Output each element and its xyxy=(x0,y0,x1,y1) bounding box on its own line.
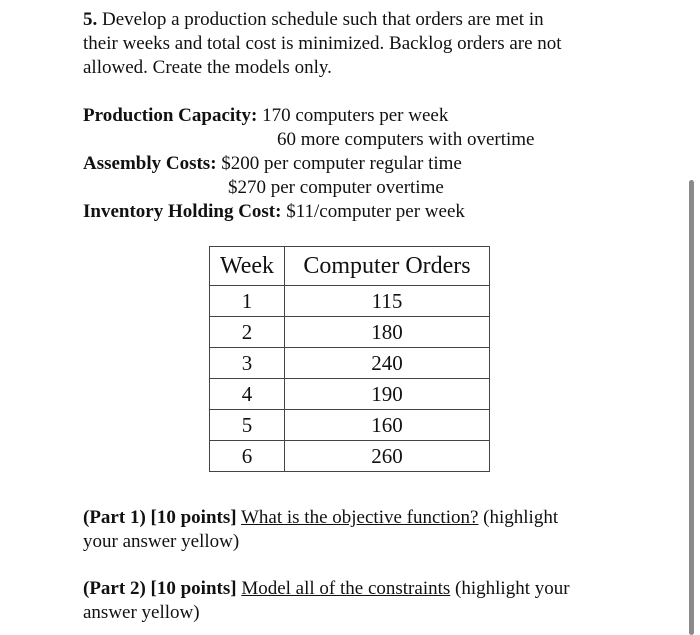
problem-text-1: Develop a production schedule such that orders are met in xyxy=(102,9,544,30)
week-cell: 1 xyxy=(210,286,285,317)
vertical-scrollbar[interactable] xyxy=(689,180,694,635)
table-row xyxy=(210,441,490,472)
problem-line-1 xyxy=(83,8,544,32)
assembly-line xyxy=(83,152,462,176)
header-orders: Computer Orders xyxy=(285,247,490,286)
week-cell: 2 xyxy=(210,317,285,348)
part2-line-2: answer yellow) xyxy=(83,602,200,623)
table-row xyxy=(210,348,490,379)
capacity-label: Production Capacity: xyxy=(83,105,258,126)
part1-question: What is the objective function? xyxy=(240,507,479,528)
problem-line-3: allowed. Create the models only. xyxy=(83,57,332,78)
week-cell: 4 xyxy=(210,379,285,410)
week-cell: 5 xyxy=(210,410,285,441)
table-row xyxy=(210,317,490,348)
orders-cell: 160 xyxy=(285,410,490,441)
part2-question: Model all of the constraints xyxy=(241,578,451,599)
part2-line-1 xyxy=(83,577,570,601)
week-cell: 6 xyxy=(210,441,285,472)
holding-value: $11/computer per week xyxy=(286,201,465,222)
capacity-overtime: 60 more computers with overtime xyxy=(277,129,535,150)
orders-cell: 260 xyxy=(285,441,490,472)
orders-cell: 115 xyxy=(285,286,490,317)
orders-cell: 180 xyxy=(285,317,490,348)
part1-label: (Part 1) [10 points] xyxy=(83,507,237,528)
orders-cell: 240 xyxy=(285,348,490,379)
problem-number: 5. xyxy=(83,9,98,30)
holding-line xyxy=(83,200,465,224)
table-row xyxy=(210,379,490,410)
capacity-line xyxy=(83,104,448,128)
part2-label: (Part 2) [10 points] xyxy=(83,578,237,599)
table-row xyxy=(210,286,490,317)
assembly-label: Assembly Costs: xyxy=(83,153,217,174)
orders-cell: 190 xyxy=(285,379,490,410)
part1-line-1 xyxy=(83,506,558,530)
table-row xyxy=(210,410,490,441)
part2-note: (highlight your xyxy=(455,578,570,599)
assembly-regular: $200 per computer regular time xyxy=(221,153,462,174)
holding-label: Inventory Holding Cost: xyxy=(83,201,282,222)
orders-table xyxy=(209,246,490,472)
problem-line-2: their weeks and total cost is minimized. Backlog orders are not xyxy=(83,33,562,54)
assembly-overtime: $270 per computer overtime xyxy=(228,177,444,198)
week-cell: 3 xyxy=(210,348,285,379)
capacity-value: 170 computers per week xyxy=(262,105,449,126)
part1-note: (highlight xyxy=(483,507,559,528)
table-header-row xyxy=(210,247,490,286)
header-week: Week xyxy=(210,247,285,286)
part1-line-2: your answer yellow) xyxy=(83,531,240,552)
